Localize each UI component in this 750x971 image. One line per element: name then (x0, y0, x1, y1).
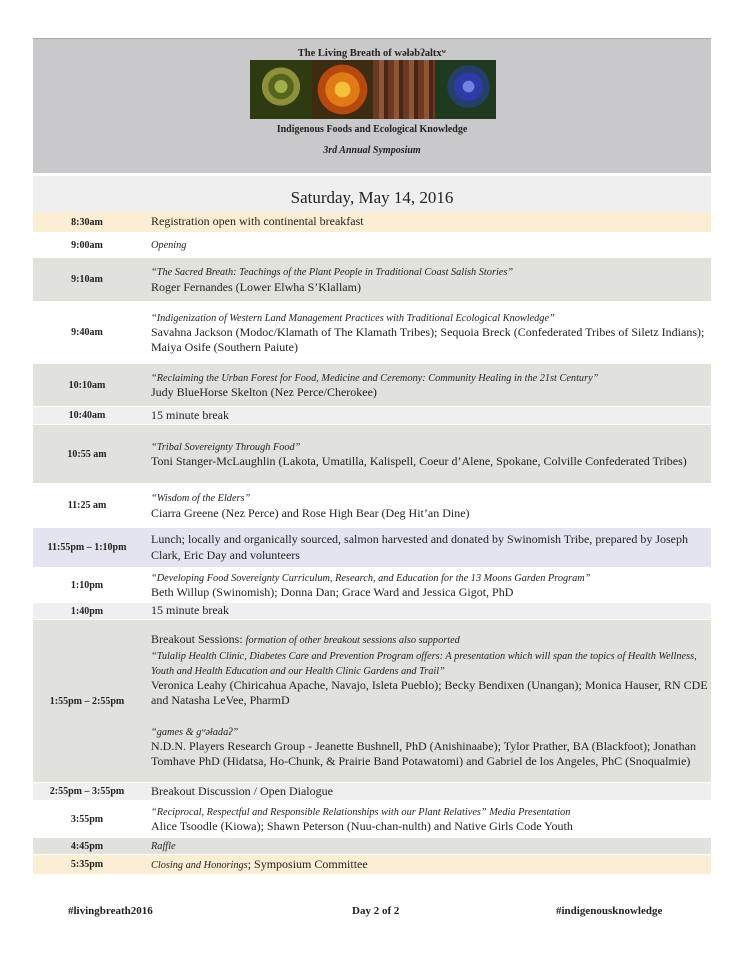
row-time: 9:10am (71, 274, 103, 285)
row-time: 4:45pm (70, 840, 104, 852)
schedule-row (33, 302, 711, 364)
row-description: Breakout Discussion / Open Dialogue (151, 783, 333, 798)
schedule-row (33, 484, 711, 528)
row-time: 1:10pm (70, 579, 104, 591)
schedule-row (33, 212, 711, 233)
schedule-row (33, 838, 711, 855)
row-description: “Indigenization of Western Land Management Practices with Traditional Ecological Knowledge” Savahna Jackson (Modoc/Klamath of The Klamath Tribes); Sequoia Breck (Confederated Tribes of Siletz Indians); Maiya Osife (Southern Paiute) (151, 312, 705, 355)
schedule-row (33, 801, 711, 838)
banner-annual: 3rd Annual Symposium (323, 145, 421, 156)
schedule-row (33, 258, 711, 302)
row-description: “Wisdom of the Elders” Ciarra Greene (Nez Perce) and Rose High Bear (Deg Hit’an Dine) (151, 493, 470, 520)
row-description: Lunch; locally and organically sourced, salmon harvested and donated by Swinomish Tribe, prepared by Joseph Clark, Eric Day and volunteers (151, 532, 688, 562)
schedule-row (33, 855, 711, 875)
banner-title: The Living Breath of wəłəbʔaltxʷ (297, 48, 447, 59)
hashtag-right: #indigenousknowledge (556, 905, 663, 917)
row-description: Raffle (151, 841, 176, 853)
row-time: 8:30am (71, 216, 103, 228)
row-time: 10:10am (68, 379, 106, 391)
row-time: 10:55 am (67, 448, 107, 460)
row-time: 10:40am (68, 410, 106, 421)
camas-flower-photo (435, 60, 497, 119)
row-description: Opening (151, 240, 187, 252)
cedar-bark-photo (373, 60, 435, 119)
schedule-row (33, 364, 711, 407)
row-time: 11:25 am (67, 500, 107, 511)
row-description: 15 minute break (151, 603, 229, 618)
hashtag-left: #livingbreath2016 (68, 905, 153, 917)
row-time: 1:55pm – 2:55pm (49, 695, 125, 707)
row-time: 11:55pm – 1:10pm (47, 542, 127, 553)
row-description: Closing and Honorings; Symposium Committee (151, 856, 368, 871)
row-description: 15 minute break (151, 407, 229, 422)
date-bar (33, 176, 711, 212)
row-description: Breakout Sessions: formation of other breakout sessions also supported “Tulalip Health Clinic, Diabetes Care and Prevention Program offers: A presentation which will span the topics of Health Wellness, Youth and Health Education and our Health Clinic Gardens and Trail” Veronica Leahy (Chiricahua Apache, Navajo, Isleta Pueblo); Becky Bendixen (Unangan); Monica Hauser, RN CDE and Natasha LeVee, PharmD “games & gʷəładaʔ” N.D.N. Players Research Group - Jeanette Bushnell, PhD (Anishinaabe); Tylor Prather, BA (Blackfoot); Jonathan Tomhave PhD (Hidatsa, Ho-Chunk, & Prairie Band Potawatomi) and Gabriel de los Angeles, PhC (Snoqualmie) (151, 632, 708, 769)
schedule-row (33, 528, 711, 568)
schedule-row (33, 783, 711, 801)
row-description: “Reciprocal, Respectful and Responsible Relationships with our Plant Relatives” Media Presentation Alice Tsoodle (Kiowa); Shawn Peterson (Nuu-chan-nulth) and Native Girls Code Youth (151, 806, 573, 833)
banner-photo-strip (250, 60, 496, 119)
header-banner (33, 38, 711, 173)
schedule-row (33, 407, 711, 425)
schedule-row (33, 425, 711, 484)
row-description: “Tribal Sovereignty Through Food” Toni Stanger-McLaughlin (Lakota, Umatilla, Kalispell, Coeur d’Alene, Spokane, Colville Confederated Tribes) (151, 441, 687, 468)
row-description: “The Sacred Breath: Teachings of the Plant People in Traditional Coast Salish Stories” Roger Fernandes (Lower Elwha S’Klallam) (151, 267, 514, 294)
row-description: “Developing Food Sovereignty Curriculum, Research, and Education for the 13 Moons Garden Program” Beth Willup (Swinomish); Donna Dan; Grace Ward and Jessica Gigot, PhD (151, 572, 591, 599)
row-time: 9:00am (71, 239, 103, 251)
fern-fiddlehead-photo (250, 60, 312, 119)
day-indicator: Day 2 of 2 (352, 905, 400, 917)
row-time: 2:55pm – 3:55pm (49, 786, 125, 797)
row-description: “Reclaiming the Urban Forest for Food, Medicine and Ceremony: Community Healing in the 21st Century” Judy BlueHorse Skelton (Nez Perce/Cherokee) (151, 372, 599, 399)
row-time: 3:55pm (70, 813, 104, 825)
schedule-date: Saturday, May 14, 2016 (290, 188, 454, 207)
row-time: 9:40am (71, 327, 103, 338)
schedule-row (33, 603, 711, 620)
schedule-row (33, 568, 711, 603)
schedule-row (33, 620, 711, 783)
row-time: 5:35pm (70, 859, 104, 870)
banner-subtitle: Indigenous Foods and Ecological Knowledge (276, 124, 468, 135)
schedule-row (33, 233, 711, 258)
salmonberry-photo (312, 60, 374, 119)
schedule-table (33, 212, 711, 875)
row-time: 1:40pm (70, 605, 104, 617)
row-description: Registration open with continental breakfast (151, 214, 364, 229)
